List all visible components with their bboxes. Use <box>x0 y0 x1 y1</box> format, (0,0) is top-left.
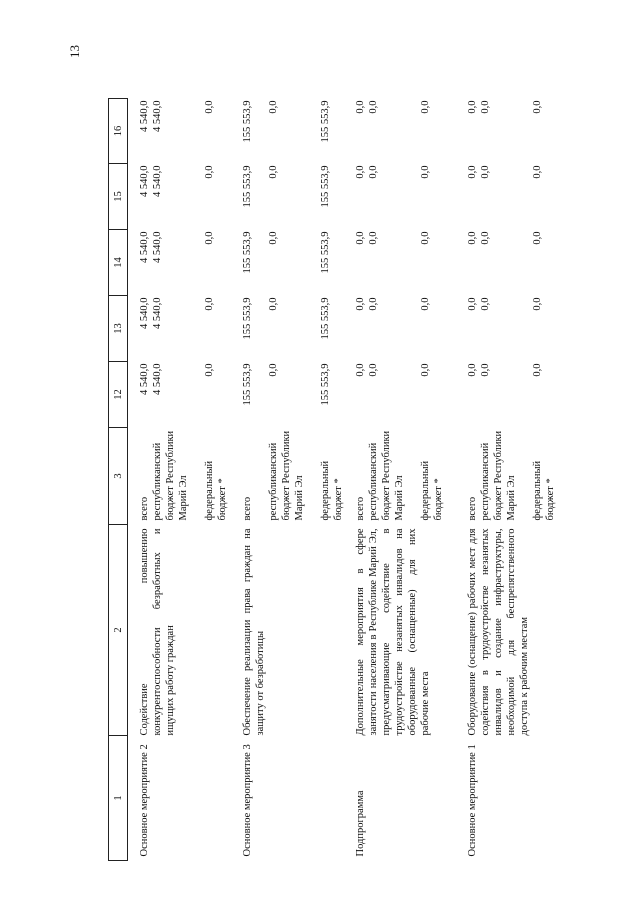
funding-source-total: всего <box>139 496 150 521</box>
funding-source-federal: федеральный бюджет * <box>531 460 556 521</box>
funding-source-cell <box>241 428 354 525</box>
page-number: 13 <box>67 45 82 58</box>
funding-source-republic: республиканский бюджет Республики Марий Эл <box>267 430 305 521</box>
value-cell: 4 540,0 4 540,0 0,0 <box>139 363 215 395</box>
row-description: Обеспечение реализации права граждан на защиту от безработицы <box>241 528 266 736</box>
value-cell: 4 540,0 4 540,0 0,0 <box>139 231 215 263</box>
row-description: Дополнительные мероприятия в сфере занятости населения в Республике Марий Эл, предусматривающие содействие в трудоустройстве незанятых инвалидов на оборудованные (оснащенные) для них рабочие места <box>354 528 431 736</box>
value-cell: 155 553,9 0,0 155 553,9 <box>241 100 331 143</box>
value-cell: 0,0 0,0 0,0 <box>354 363 431 377</box>
row-label: Основное мероприятие 1 <box>466 744 478 857</box>
budget-table <box>108 98 584 861</box>
funding-source-cell <box>354 428 466 525</box>
header-cell: 14 <box>109 230 128 296</box>
header-cell: 1 <box>109 736 128 861</box>
funding-source-republic: республиканский бюджет Республики Марий Эл <box>367 430 405 521</box>
table-row <box>241 99 354 861</box>
value-cell: 0,0 0,0 0,0 <box>466 297 543 311</box>
value-cell: 0,0 0,0 0,0 <box>354 100 431 114</box>
funding-source-republic: республиканский бюджет Республики Марий Эл <box>479 430 517 521</box>
row-label: Подпрограмма <box>354 790 366 857</box>
value-cell: 0,0 0,0 0,0 <box>354 297 431 311</box>
row-label: Основное мероприятие 2 <box>139 744 150 857</box>
value-cell: 0,0 0,0 0,0 <box>466 165 543 179</box>
value-cell: 4 540,0 4 540,0 0,0 <box>139 165 215 197</box>
funding-source-total: всего <box>354 496 366 521</box>
value-cell: 4 540,0 4 540,0 0,0 <box>139 100 215 132</box>
funding-source-federal: федеральный бюджет * <box>419 460 444 521</box>
value-cell: 0,0 0,0 0,0 <box>354 165 431 179</box>
funding-source-total: всего <box>241 496 253 521</box>
header-cell: 15 <box>109 164 128 230</box>
value-cell: 4 540,0 4 540,0 0,0 <box>139 297 215 329</box>
value-cell: 155 553,9 0,0 155 553,9 <box>241 297 331 340</box>
row-description: Содействие повышению конкурентоспособности безработных и ищущих работу граждан <box>139 528 176 736</box>
funding-source-cell <box>466 428 584 525</box>
value-cell: 155 553,9 0,0 155 553,9 <box>241 165 331 208</box>
funding-source-cell <box>128 428 241 525</box>
funding-source-federal: федеральный бюджет * <box>204 460 228 521</box>
row-description: Оборудование (оснащение) рабочих мест для содействия в трудоустройстве незанятых инвалидов и создание инфраструктуры, необходимой для беспрепятственного доступа к рабочим местам <box>466 528 530 736</box>
funding-source-total: всего <box>466 496 478 521</box>
value-cell: 0,0 0,0 0,0 <box>354 231 431 245</box>
header-row <box>109 99 128 861</box>
header-cell: 13 <box>109 296 128 362</box>
value-cell: 155 553,9 0,0 155 553,9 <box>241 231 331 274</box>
value-cell: 155 553,9 0,0 155 553,9 <box>241 363 331 406</box>
funding-source-federal: федеральный бюджет * <box>319 460 344 521</box>
header-cell: 16 <box>109 99 128 164</box>
table-row <box>128 99 241 861</box>
header-cell: 12 <box>109 362 128 428</box>
header-cell: 3 <box>109 428 128 525</box>
value-cell: 0,0 0,0 0,0 <box>466 363 543 377</box>
funding-source-republic: республиканский бюджет Республики Марий Эл <box>152 430 189 521</box>
header-cell: 2 <box>109 525 128 736</box>
value-cell: 0,0 0,0 0,0 <box>466 231 543 245</box>
table-row <box>354 99 466 861</box>
rotated-table-container <box>108 99 590 861</box>
value-cell: 0,0 0,0 0,0 <box>466 100 543 114</box>
row-label: Основное мероприятие 3 <box>241 744 253 857</box>
table-row <box>466 99 584 861</box>
